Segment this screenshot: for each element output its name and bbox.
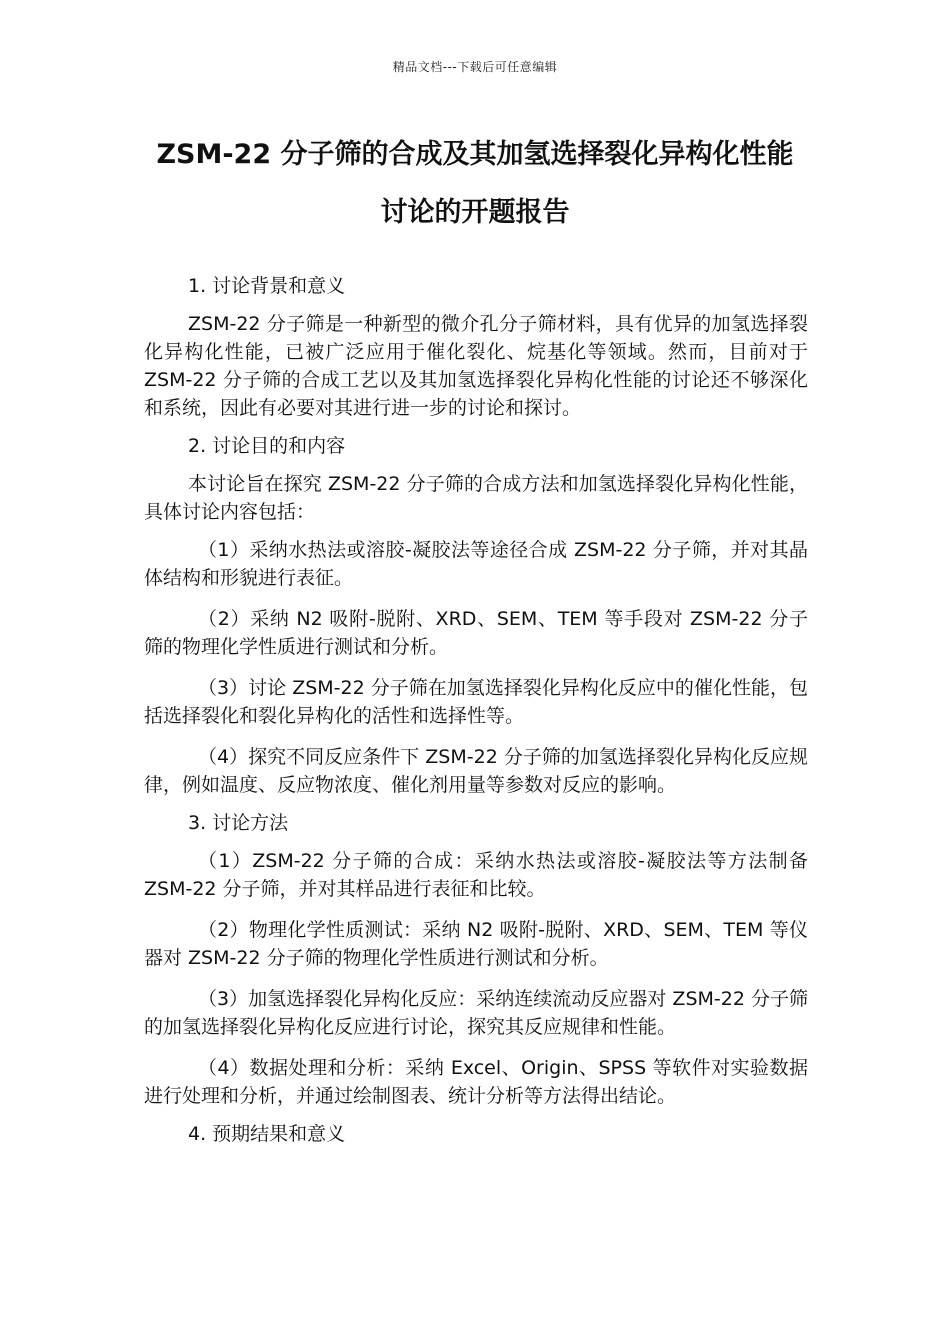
list-item-purpose-2: （2）采纳 N2 吸附-脱附、XRD、SEM、TEM 等手段对 ZSM-22 分子筛的物理化学性质进行测试和分析。 xyxy=(144,608,808,658)
section-heading-expected-results: 4. 预期结果和意义 xyxy=(188,1123,346,1145)
section-heading-purpose: 2. 讨论目的和内容 xyxy=(188,435,346,457)
document-body xyxy=(144,272,808,1158)
list-item-purpose-4: （4）探究不同反应条件下 ZSM-22 分子筛的加氢选择裂化异构化反应规律，例如温度、反应物浓度、催化剂用量等参数对反应的影响。 xyxy=(144,746,808,796)
list-item-method-3: （3）加氢选择裂化异构化反应：采纳连续流动反应器对 ZSM-22 分子筛的加氢选择裂化异构化反应进行讨论，探究其反应规律和性能。 xyxy=(144,988,808,1038)
paragraph-purpose: 本讨论旨在探究 ZSM-22 分子筛的合成方法和加氢选择裂化异构化性能，具体讨论内容包括： xyxy=(144,473,808,523)
document-title-line-2: 讨论的开题报告 xyxy=(380,197,570,228)
list-item-method-4: （4）数据处理和分析：采纳 Excel、Origin、SPSS 等软件对实验数据进行处理和分析，并通过绘制图表、统计分析等方法得出结论。 xyxy=(144,1057,808,1107)
section-heading-methods: 3. 讨论方法 xyxy=(188,812,289,834)
section-heading-background: 1. 讨论背景和意义 xyxy=(188,275,346,297)
list-item-purpose-3: （3）讨论 ZSM-22 分子筛在加氢选择裂化异构化反应中的催化性能，包括选择裂化和裂化异构化的活性和选择性等。 xyxy=(144,677,808,727)
document-title-line-1: ZSM-22 分子筛的合成及其加氢选择裂化异构化性能 xyxy=(156,139,794,170)
paragraph-background: ZSM-22 分子筛是一种新型的微介孔分子筛材料，具有优异的加氢选择裂化异构化性能，已被广泛应用于催化裂化、烷基化等领域。然而，目前对于 ZSM-22 分子筛的合成工艺以及其加氢选择裂化异构化性能的讨论还不够深化和系统，因此有必要对其进行进一步的讨论和探讨。 xyxy=(144,313,808,419)
list-item-purpose-1: （1）采纳水热法或溶胶-凝胶法等途径合成 ZSM-22 分子筛，并对其晶体结构和形貌进行表征。 xyxy=(144,539,808,589)
list-item-method-2: （2）物理化学性质测试：采纳 N2 吸附-脱附、XRD、SEM、TEM 等仪器对 ZSM-22 分子筛的物理化学性质进行测试和分析。 xyxy=(144,919,808,969)
list-item-method-1: （1）ZSM-22 分子筛的合成：采纳水热法或溶胶-凝胶法等方法制备 ZSM-22 分子筛，并对其样品进行表征和比较。 xyxy=(144,850,808,900)
page-header-note: 精品文档---下载后可任意编辑 xyxy=(392,60,558,74)
